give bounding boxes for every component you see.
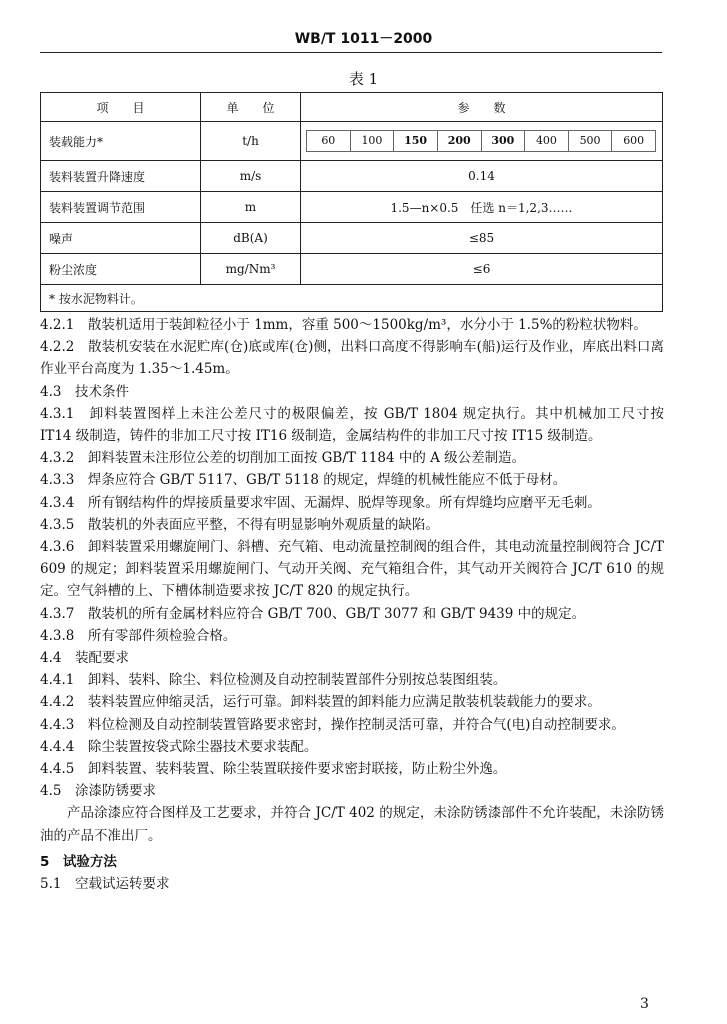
col-header-item: 项 目 xyxy=(41,93,201,122)
col-header-unit: 单 位 xyxy=(201,93,301,122)
paragraph: 4.3.5 散装机的外表面应平整，不得有明显影响外观质量的缺陷。 xyxy=(40,516,439,533)
col-header-param: 参 数 xyxy=(301,93,663,122)
paragraph: 产品涂漆应符合图样及工艺要求，并符合 JC/T 402 的规定，未涂防锈漆部件不允许装配，未涂防锈油的产品不准出厂。 xyxy=(40,805,664,844)
paragraph: 4.4.2 装料装置应伸缩灵活，运行可靠。卸料装置的卸料能力应满足散装机装载能力的要求。 xyxy=(40,694,601,711)
row-unit: t/h xyxy=(201,122,301,161)
paragraph: 4.3.1 卸料装置图样上未注公差尺寸的极限偏差，按 GB/T 1804 规定执行。其中机械加工尺寸按 IT14 级制造，铸件的非加工尺寸按 IT16 级制造，金属结构件的非加工尺寸按 IT15 级制造。 xyxy=(40,405,664,445)
paragraph: 4.2.2 散装机安装在水泥贮库(仓)底或库(仓)侧，出料口高度不得影响车(船)运行及作业，库底出料口离作业平台高度为 1.35～1.45m。 xyxy=(40,339,664,378)
paragraph: 4.3.6 卸料装置采用螺旋闸门、斜槽、充气箱、电动流量控制阀的组合件，其电动流量控制阀符合 JC/T 609 的规定；卸料装置采用螺旋闸门、气动开关阀、充气箱组合件，其气动开关阀符合 JC/T 610 的规定。空气斜槽的上、下槽体制造要求按 JC/T 820 的规定执行。 xyxy=(40,539,664,600)
row-unit: mg/Nm³ xyxy=(201,254,301,285)
page-number: 3 xyxy=(640,996,649,1012)
paragraph: 4.3.4 所有钢结构件的焊接质量要求牢固、无漏焊、脱焊等现象。所有焊缝均应磨平无毛刺。 xyxy=(40,494,601,511)
row-item: 噪声 xyxy=(41,223,201,254)
paragraph: 4.4.5 卸料装置、装料装置、除尘装置联接件要求密封联接，防止粉尘外逸。 xyxy=(40,761,507,778)
capacity-value: 200 xyxy=(437,130,482,152)
spec-table xyxy=(40,92,663,312)
capacity-value: 150 xyxy=(393,130,438,152)
table-row xyxy=(41,254,663,285)
body-text xyxy=(40,314,664,895)
paragraph: 4.4.1 卸料、装料、除尘、料位检测及自动控制装置部件分别按总装图组装。 xyxy=(40,672,507,689)
capacity-value: 100 xyxy=(350,130,395,152)
row-value: 0.14 xyxy=(301,161,663,192)
row-item: 装料装置升降速度 xyxy=(41,161,201,192)
row-item: 装载能力* xyxy=(41,122,201,161)
capacity-value: 400 xyxy=(524,130,569,152)
capacity-value: 500 xyxy=(568,130,613,152)
table-header-row xyxy=(41,93,663,122)
row-value: ≤85 xyxy=(301,223,663,254)
paragraph: 4.3.3 焊条应符合 GB/T 5117、GB/T 5118 的规定，焊缝的机械性能应不低于母材。 xyxy=(40,472,567,489)
row-value: 1.5—n×0.5 任选 n＝1,2,3…… xyxy=(301,192,663,223)
row-item: 装料装置调节范围 xyxy=(41,192,201,223)
section-heading: 4.4 装配要求 xyxy=(40,650,129,667)
section-heading: 5.1 空载试运转要求 xyxy=(40,876,170,893)
table-row xyxy=(41,161,663,192)
row-unit: dB(A) xyxy=(201,223,301,254)
paragraph: 4.3.2 卸料装置未注形位公差的切削加工面按 GB/T 1184 中的 A 级公差制造。 xyxy=(40,450,526,467)
capacity-values xyxy=(301,122,663,161)
row-item: 粉尘浓度 xyxy=(41,254,201,285)
chapter-heading: 5 试验方法 xyxy=(40,853,117,870)
paragraph: 4.4.4 除尘装置按袋式除尘器技术要求装配。 xyxy=(40,738,318,755)
table-note-row xyxy=(41,285,663,312)
capacity-value: 300 xyxy=(481,130,526,152)
paragraph: 4.4.3 料位检测及自动控制装置管路要求密封，操作控制灵活可靠，并符合气(电)自动控制要求。 xyxy=(40,716,625,733)
table-note: * 按水泥物料计。 xyxy=(41,285,663,312)
paragraph: 4.3.8 所有零部件须检验合格。 xyxy=(40,627,237,644)
paragraph: 4.3.7 散装机的所有金属材料应符合 GB/T 700、GB/T 3077 和 GB/T 9439 中的规定。 xyxy=(40,605,586,622)
page-header: WB/T 1011－2000 xyxy=(294,31,433,47)
section-heading: 4.5 涂漆防锈要求 xyxy=(40,783,156,800)
table-row xyxy=(41,122,663,161)
table-title: 表 1 xyxy=(348,70,379,88)
table-row xyxy=(41,223,663,254)
header-rule xyxy=(40,52,662,53)
table-row xyxy=(41,192,663,223)
row-unit: m/s xyxy=(201,161,301,192)
capacity-value: 600 xyxy=(611,130,656,152)
row-unit: m xyxy=(201,192,301,223)
section-heading: 4.3 技术条件 xyxy=(40,383,129,400)
capacity-value: 60 xyxy=(306,130,351,152)
row-value: ≤6 xyxy=(301,254,663,285)
paragraph: 4.2.1 散装机适用于装卸粒径小于 1mm，容重 500～1500kg/m³，水分小于 1.5%的粉粒状物料。 xyxy=(40,317,647,333)
